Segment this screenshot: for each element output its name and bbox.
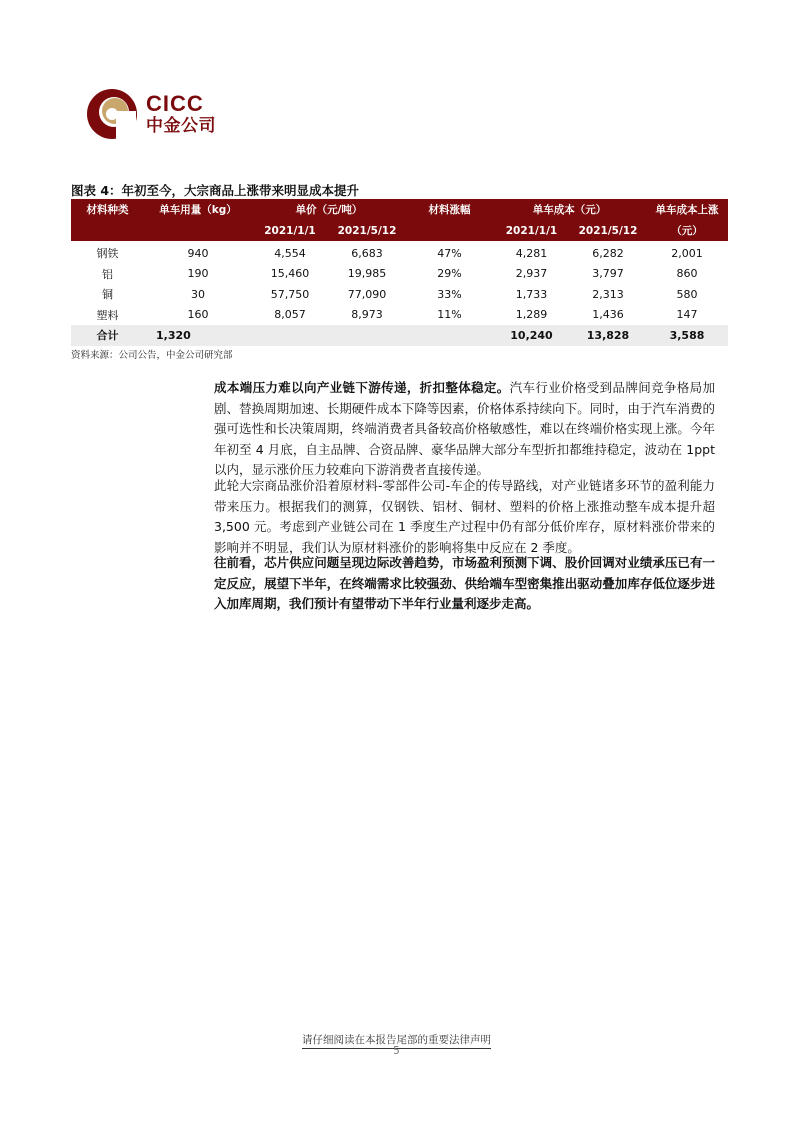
cell-price-1: 4,554	[274, 246, 306, 260]
cell-price-2: 8,973	[351, 308, 383, 322]
header-date-price-2: 2021/5/12	[328, 220, 406, 241]
cell-total-usage: 1,320	[144, 325, 252, 346]
cell-total-label: 合计	[71, 325, 144, 346]
header-date-price-1: 2021/1/1	[252, 220, 328, 241]
cell-total-cost-rise: 3,588	[646, 325, 728, 346]
cell-cost-2: 2,313	[592, 287, 624, 301]
cell-cost-rise: 860	[676, 267, 698, 281]
company-logo	[86, 88, 216, 140]
cell-increase: 11%	[437, 308, 462, 322]
cell-cost-rise: 147	[676, 308, 698, 322]
header-cost-rise: 单车成本上涨	[646, 199, 728, 220]
cell-cost-1: 4,281	[515, 246, 548, 260]
cell-usage: 940	[187, 246, 209, 260]
cell-material: 铝	[102, 267, 113, 281]
cell-price-1: 57,750	[270, 287, 310, 301]
cell-cost-1: 1,733	[515, 287, 548, 301]
paragraph-outlook: 往前看，芯片供应问题呈现边际改善趋势，市场盈利预测下调、股价回调对业绩承压已有一定反应，展望下半年，在终端需求比较强劲、供给端车型密集推出驱动叠加库存低位逐步进入加库周期，我们预计有望带动下半年行业量利逐步走高。	[214, 555, 715, 611]
legal-disclaimer-link[interactable]: 请仔细阅读在本报告尾部的重要法律声明	[302, 1032, 491, 1049]
cell-increase: 47%	[437, 246, 462, 260]
cell-price-2: 77,090	[347, 287, 387, 301]
cicc-logo-icon	[86, 88, 138, 140]
header-material: 材料种类	[71, 199, 144, 220]
cell-total-cost-2: 13,828	[570, 325, 646, 346]
paragraph-lead: 成本端压力难以向产业链下游传递，折扣整体稳定。	[214, 380, 510, 395]
cell-cost-2: 1,436	[592, 308, 624, 322]
header-price: 单价（元/吨）	[252, 199, 406, 220]
table-row	[71, 241, 728, 264]
cell-cost-1: 1,289	[515, 308, 548, 322]
header-date-cost-1: 2021/1/1	[493, 220, 570, 241]
cell-material: 塑料	[96, 308, 119, 322]
cell-cost-rise: 2,001	[671, 246, 703, 260]
header-increase: 材料涨幅	[406, 199, 493, 220]
table-header-row	[71, 199, 728, 220]
figure-title: 图表 4：年初至今，大宗商品上涨带来明显成本提升	[71, 183, 360, 198]
cell-increase: 29%	[437, 267, 462, 281]
cell-cost-2: 6,282	[592, 246, 624, 260]
paragraph-cost-pressure	[214, 378, 715, 481]
table-subheader-row	[71, 220, 728, 241]
logo-text-cn: 中金公司	[146, 116, 216, 136]
figure-source: 资料来源：公司公告，中金公司研究部	[71, 350, 233, 361]
cell-price-1: 15,460	[270, 267, 310, 281]
cell-cost-1: 2,937	[515, 267, 548, 281]
cell-price-2: 19,985	[347, 267, 387, 281]
paragraph-text: 汽车行业价格受到品牌间竞争格局加剧、替换周期加速、长期硬件成本下降等因素，价格体系持续向下。同时，由于汽车消费的强可选性和长决策周期，终端消费者具备较高价格敏感性，难以在终端价格实现上涨。今年年初至 4 月底，自主品牌、合资品牌、豪华品牌大部分车型折扣都维持稳定，波动在 1ppt 以内，显示涨价压力较难向下游消费者直接传递。	[214, 380, 715, 477]
cell-material: 铜	[102, 288, 113, 302]
table-row	[71, 284, 728, 305]
cell-total-cost-1: 10,240	[493, 325, 570, 346]
logo-text-en: CICC	[146, 91, 204, 116]
table-row	[71, 264, 728, 285]
cell-price-1: 8,057	[274, 308, 306, 322]
cell-price-2: 6,683	[351, 246, 383, 260]
page-number: 5	[393, 1045, 400, 1057]
header-usage: 单车用量（kg）	[144, 199, 252, 220]
paragraph-transmission: 此轮大宗商品涨价沿着原材料-零部件公司-车企的传导路线，对产业链诸多环节的盈利能力带来压力。根据我们的测算，仅钢铁、铝材、铜材、塑料的价格上涨推动整车成本提升超 3,500 元。考虑到产业链公司在 1 季度生产过程中仍有部分低价库存，原材料涨价带来的影响并不明显，我们认为原材料涨价的影响将集中反应在 2 季度。	[214, 478, 715, 555]
cell-usage: 160	[187, 308, 209, 322]
cell-usage: 190	[187, 267, 209, 281]
cell-material: 钢铁	[96, 247, 119, 261]
cost-table	[71, 199, 728, 346]
cell-cost-rise: 580	[676, 287, 698, 301]
header-date-cost-2: 2021/5/12	[570, 220, 646, 241]
cell-cost-2: 3,797	[592, 267, 624, 281]
cell-increase: 33%	[437, 287, 462, 301]
table-total-row	[71, 325, 728, 346]
cell-usage: 30	[191, 287, 205, 301]
header-cost: 单车成本（元）	[493, 199, 646, 220]
table-row	[71, 305, 728, 326]
header-cost-rise-unit: （元）	[646, 220, 728, 241]
